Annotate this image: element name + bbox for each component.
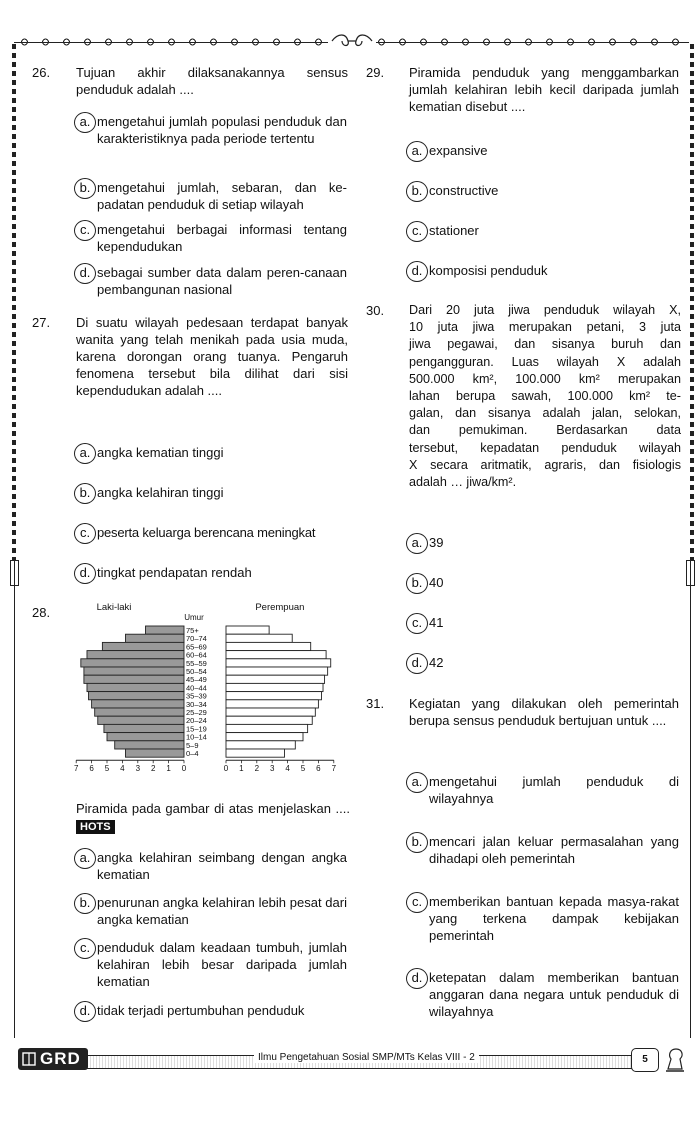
option-letter: c.	[406, 221, 428, 242]
age-group-label: 55–59	[186, 658, 207, 668]
male-bar	[84, 675, 184, 683]
left-tick-label: 2	[150, 764, 156, 774]
option-letter: a.	[74, 112, 96, 133]
question-line: tersebut, kepadatan penduduk wilayah	[409, 440, 681, 455]
question-line: 500.000 km², 100.000 km² merupakan	[409, 371, 681, 386]
option-letter: d.	[406, 261, 428, 282]
right-tick-label: 5	[300, 764, 306, 774]
question-number: 28.	[32, 605, 51, 620]
age-group-label: 0–4	[186, 749, 199, 758]
option-letter: d.	[74, 1001, 96, 1022]
age-group-label: 5–9	[186, 740, 199, 750]
left-series-label: Laki-laki	[96, 602, 132, 613]
publisher-logo	[18, 1048, 88, 1070]
right-tick-label: 3	[269, 764, 275, 774]
female-bar	[226, 708, 315, 716]
male-bar	[115, 741, 184, 749]
male-bar	[87, 683, 184, 691]
logo-text: GRD	[40, 1049, 81, 1068]
option-text: angka kematian tinggi	[97, 445, 224, 460]
left-border-line	[14, 560, 15, 1038]
age-group-label: 65–69	[186, 642, 207, 652]
male-bar	[98, 716, 184, 724]
female-bar	[226, 700, 318, 708]
female-bar	[226, 716, 312, 724]
option-letter: d.	[406, 968, 428, 989]
male-bar	[125, 749, 184, 757]
option-text: mengetahui jumlah penduduk di wilayahnya	[429, 774, 679, 806]
question-text: Di suatu wilayah pedesaan terdapat banyak wanita yang telah menikah pada usia muda, karena dorongan orang tuanya. Pengaruh fenomena tersebut bila dilihat dari sisi kependudukan adalah ....	[76, 315, 348, 398]
question-text-content: Piramida pada gambar di atas menjelaskan ....	[76, 801, 350, 816]
question-line: pengangguran. Luas wilayah X adalah	[409, 354, 681, 369]
male-bar	[95, 708, 184, 716]
hots-badge: HOTS	[76, 820, 115, 834]
left-tick-label: 7	[73, 764, 79, 774]
question-line: galan, dan sisanya adalah jalan, selokan,	[409, 406, 681, 421]
page-number: 5	[631, 1048, 659, 1072]
option-text: 39	[429, 535, 444, 550]
question-number: 30.	[366, 303, 385, 318]
option-text: stationer	[429, 223, 479, 238]
option-letter: c.	[406, 892, 428, 913]
option-text: sebagai sumber data dalam peren-canaan pembangunan nasional	[97, 265, 347, 297]
book-icon	[22, 1052, 36, 1066]
female-bar	[226, 642, 311, 650]
female-bar	[226, 741, 295, 749]
option-text: 40	[429, 575, 444, 590]
question-line: 10 juta jiwa merupakan petani, 3 juta	[409, 320, 681, 335]
right-series-label: Perempuan	[255, 602, 305, 613]
question-text	[76, 800, 350, 834]
option-letter: c.	[74, 938, 96, 959]
option-text: mengetahui berbagai informasi tentang kependudukan	[97, 222, 347, 254]
left-tick-label: 3	[135, 764, 141, 774]
option-letter: d.	[406, 653, 428, 674]
option-letter: c.	[74, 523, 96, 544]
female-bar	[226, 626, 269, 634]
option-letter: d.	[74, 263, 96, 284]
female-bar	[226, 749, 285, 757]
female-bar	[226, 733, 303, 741]
female-bar	[226, 724, 308, 732]
question-number: 29.	[366, 65, 385, 80]
right-tick-label: 2	[254, 764, 260, 774]
option-letter: b.	[74, 483, 96, 504]
population-pyramid-chart	[73, 600, 350, 792]
left-tick-label: 0	[181, 764, 187, 774]
option-text: memberikan bantuan kepada masya-rakat yang terkena dampak kebijakan pemerintah	[429, 894, 679, 943]
female-bar	[226, 651, 326, 659]
male-bar	[146, 626, 185, 634]
male-bar	[87, 651, 184, 659]
page-footer	[14, 1045, 689, 1075]
female-bar	[226, 659, 331, 667]
male-bar	[84, 667, 184, 675]
option-text: mengetahui jumlah populasi penduduk dan karakteristiknya pada periode tertentu	[97, 114, 347, 146]
option-text: komposisi penduduk	[429, 263, 548, 278]
male-bar	[107, 733, 184, 741]
option-letter: a.	[406, 141, 428, 162]
option-letter: b.	[406, 181, 428, 202]
male-bar	[81, 659, 184, 667]
option-text: mengetahui jumlah, sebaran, dan ke-padatan penduduk di setiap wilayah	[97, 180, 347, 212]
option-text: 41	[429, 615, 444, 630]
male-bar	[125, 634, 184, 642]
right-border-line	[690, 560, 691, 1038]
option-letter: a.	[406, 772, 428, 793]
male-bar	[89, 692, 184, 700]
option-text: constructive	[429, 183, 499, 198]
lamp-icon	[662, 1045, 688, 1073]
option-letter: b.	[74, 178, 96, 199]
question-line: jiwa pegawai, dan sisanya buruh dan	[409, 337, 681, 352]
option-letter: a.	[74, 848, 96, 869]
age-group-label: 75+	[186, 626, 199, 635]
age-group-label: 50–54	[186, 667, 207, 676]
option-letter: c.	[74, 220, 96, 241]
question-number: 31.	[366, 696, 385, 711]
right-tick-label: 1	[239, 764, 244, 774]
age-group-label: 35–39	[186, 691, 207, 701]
option-text: penurunan angka kelahiran lebih pesat dari angka kematian	[97, 895, 347, 927]
option-text: ketepatan dalam memberikan bantuan anggaran dana negara untuk penduduk di wilayahnya	[429, 970, 679, 1019]
option-letter: b.	[406, 573, 428, 594]
left-tick-label: 1	[166, 764, 171, 774]
question-line: X secara aritmatik, agraris, dan fisiologis	[409, 457, 681, 472]
age-group-label: 70–74	[186, 634, 207, 644]
left-tick-label: 6	[89, 764, 94, 774]
option-letter: b.	[74, 893, 96, 914]
option-letter: c.	[406, 613, 428, 634]
age-group-label: 15–19	[186, 724, 207, 734]
age-group-label: 20–24	[186, 716, 207, 726]
age-group-label: 10–14	[186, 732, 207, 742]
female-bar	[226, 692, 321, 700]
question-text: Kegiatan yang dilakukan oleh pemerintah berupa sensus penduduk bertujuan untuk ....	[409, 696, 679, 728]
age-group-label: 60–64	[186, 650, 207, 660]
option-text: 42	[429, 655, 444, 670]
female-bar	[226, 634, 292, 642]
question-number: 27.	[32, 315, 51, 330]
question-text	[409, 302, 681, 491]
footer-title: Ilmu Pengetahuan Sosial SMP/MTs Kelas VIII - 2	[254, 1052, 479, 1063]
age-axis-title: Umur	[184, 613, 204, 622]
male-bar	[102, 642, 184, 650]
male-bar	[104, 724, 184, 732]
question-line: lahan berupa sawah, 100.000 km² te-	[409, 389, 681, 404]
left-tick-label: 5	[104, 764, 110, 774]
right-border-dash	[690, 44, 694, 564]
option-text: expansive	[429, 143, 488, 158]
female-bar	[226, 683, 323, 691]
question-line: dan pemukiman. Berdasarkan data	[409, 423, 681, 438]
option-text: angka kelahiran seimbang dengan angka kematian	[97, 850, 347, 882]
question-text: Tujuan akhir dilaksanakannya sensus penduduk adalah ....	[76, 65, 348, 97]
question-number: 26.	[32, 65, 51, 80]
age-group-label: 30–34	[186, 699, 207, 709]
age-group-label: 45–49	[186, 675, 207, 685]
question-text: Piramida penduduk yang menggambarkan jumlah kelahiran lebih kecil daripada jumlah kematian disebut ....	[409, 65, 679, 114]
age-group-label: 25–29	[186, 708, 207, 717]
option-text: mencari jalan keluar permasalahan yang dihadapi oleh pemerintah	[429, 834, 679, 866]
option-text: tingkat pendapatan rendah	[97, 565, 252, 580]
option-text: tidak terjadi pertumbuhan penduduk	[97, 1003, 305, 1018]
right-tick-label: 0	[223, 764, 229, 774]
female-bar	[226, 675, 325, 683]
right-tick-label: 4	[285, 764, 290, 774]
male-bar	[92, 700, 184, 708]
option-letter: a.	[406, 533, 428, 554]
option-text: penduduk dalam keadaan tumbuh, jumlah kelahiran lebih besar daripada jumlah kematian	[97, 940, 347, 989]
female-bar	[226, 667, 328, 675]
left-tick-label: 4	[120, 764, 125, 774]
option-letter: a.	[74, 443, 96, 464]
question-line: Dari 20 juta jiwa penduduk wilayah X,	[409, 303, 681, 317]
option-text: angka kelahiran tinggi	[97, 485, 224, 500]
right-tick-label: 6	[316, 764, 321, 774]
age-group-label: 40–44	[186, 683, 207, 693]
option-letter: d.	[74, 563, 96, 584]
option-letter: b.	[406, 832, 428, 853]
swirl-ornament-icon	[328, 32, 376, 50]
question-line: adalah … jiwa/km².	[409, 475, 517, 490]
right-tick-label: 7	[331, 764, 337, 774]
left-border-dash	[12, 44, 16, 564]
option-text: peserta keluarga berencana meningkat	[97, 525, 316, 540]
